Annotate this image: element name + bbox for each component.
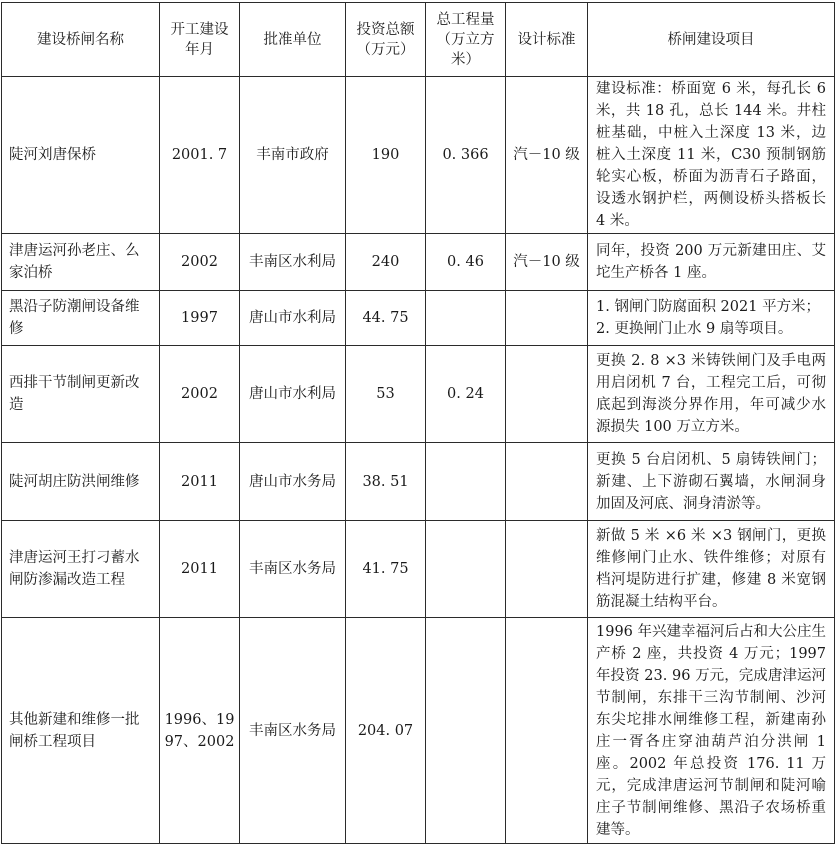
table-row (2, 346, 835, 443)
header-project: 桥闸建设项目 (588, 3, 835, 77)
volume-cell: 0. 46 (426, 234, 506, 291)
table-row (2, 618, 835, 844)
bridge-name-cell: 陡河刘唐保桥 (2, 77, 160, 234)
header-investment: 投资总额（万元） (346, 3, 426, 77)
project-cell (588, 291, 835, 346)
table-row (2, 234, 835, 291)
standard-cell: 汽－10 级 (506, 77, 588, 234)
volume-cell: 0. 24 (426, 346, 506, 443)
project-line: 2. 更换闸门止水 9 扇等项目。 (596, 321, 793, 337)
volume-cell (426, 291, 506, 346)
start-date-cell: 1997 (160, 291, 240, 346)
project-cell: 建设标准：桥面宽 6 米，每孔长 6 米，共 18 孔，总长 144 米。井柱桩基础，中桩入土深度 13 米，边桩入土深度 11 米，C30 预制钢筋轮实心板，桥面为沥青石子路面，设透水钢护栏，两侧设桥头搭板长 4 米。 (588, 77, 835, 234)
bridge-name-cell: 陡河胡庄防洪闸维修 (2, 443, 160, 521)
bridge-name-cell: 其他新建和维修一批闸桥工程项目 (2, 618, 160, 844)
volume-cell (426, 443, 506, 521)
header-start: 开工建设年月 (160, 3, 240, 77)
volume-cell (426, 618, 506, 844)
volume-cell (426, 521, 506, 618)
start-date-cell: 2002 (160, 234, 240, 291)
project-cell: 更换 5 台启闭机、5 扇铸铁闸门；新建、上下游砌石翼墙，水闸洞身加固及河底、洞身清淤等。 (588, 443, 835, 521)
investment-cell: 53 (346, 346, 426, 443)
start-date-cell: 1996、1997、2002 (160, 618, 240, 844)
bridge-name-cell: 津唐运河孙老庄、么家泊桥 (2, 234, 160, 291)
investment-cell: 38. 51 (346, 443, 426, 521)
header-volume: 总工程量（万立方米） (426, 3, 506, 77)
standard-cell (506, 618, 588, 844)
investment-cell: 204. 07 (346, 618, 426, 844)
volume-cell: 0. 366 (426, 77, 506, 234)
approver-cell: 唐山市水务局 (240, 443, 346, 521)
approver-cell: 丰南区水利局 (240, 234, 346, 291)
approver-cell: 唐山市水利局 (240, 291, 346, 346)
bridge-name-cell: 西排干节制闸更新改造 (2, 346, 160, 443)
project-cell: 同年，投资 200 万元新建田庄、艾坨生产桥各 1 座。 (588, 234, 835, 291)
approver-cell: 丰南区水务局 (240, 521, 346, 618)
standard-cell: 汽－10 级 (506, 234, 588, 291)
bridge-name-cell: 津唐运河王打刁蓄水闸防渗漏改造工程 (2, 521, 160, 618)
table-row (2, 77, 835, 234)
project-cell: 更换 2. 8 ×3 米铸铁闸门及手电两用启闭机 7 台，工程完工后，可彻底起到海淡分界作用，年可减少水源损失 100 万立方米。 (588, 346, 835, 443)
project-cell: 新做 5 米 ×6 米 ×3 钢闸门，更换维修闸门止水、铁件维修；对原有档河堤防进行扩建，修建 8 米宽钢筋混凝土结构平台。 (588, 521, 835, 618)
standard-cell (506, 346, 588, 443)
start-date-cell: 2011 (160, 521, 240, 618)
investment-cell: 240 (346, 234, 426, 291)
investment-cell: 44. 75 (346, 291, 426, 346)
start-date-cell: 2011 (160, 443, 240, 521)
standard-cell (506, 521, 588, 618)
investment-cell: 190 (346, 77, 426, 234)
start-date-cell: 2001. 7 (160, 77, 240, 234)
header-row (2, 3, 835, 77)
header-standard: 设计标准 (506, 3, 588, 77)
approver-cell: 唐山市水利局 (240, 346, 346, 443)
bridge-gate-table (1, 2, 835, 844)
project-line: 1. 钢闸门防腐面积 2021 平方米； (596, 299, 821, 315)
investment-cell: 41. 75 (346, 521, 426, 618)
header-approver: 批准单位 (240, 3, 346, 77)
table-row (2, 291, 835, 346)
project-cell: 1996 年兴建幸福河后占和大公庄生产桥 2 座，共投资 4 万元；1997 年投资 23. 96 万元，完成唐津运河节制闸，东排干三沟节制闸、沙河东尖坨排水闸维修工程，新建南孙庄一胥各庄穿油葫芦泊分洪闸 1 座。2002 年总投资 176. 11 万元，完成津唐运河节制闸和陡河喻庄子节制闸维修、黑沿子农场桥重建等。 (588, 618, 835, 844)
approver-cell: 丰南市政府 (240, 77, 346, 234)
header-name: 建设桥闸名称 (2, 3, 160, 77)
bridge-name-cell: 黑沿子防潮闸设备维修 (2, 291, 160, 346)
standard-cell (506, 291, 588, 346)
table-row (2, 521, 835, 618)
approver-cell: 丰南区水务局 (240, 618, 346, 844)
table-row (2, 443, 835, 521)
standard-cell (506, 443, 588, 521)
start-date-cell: 2002 (160, 346, 240, 443)
